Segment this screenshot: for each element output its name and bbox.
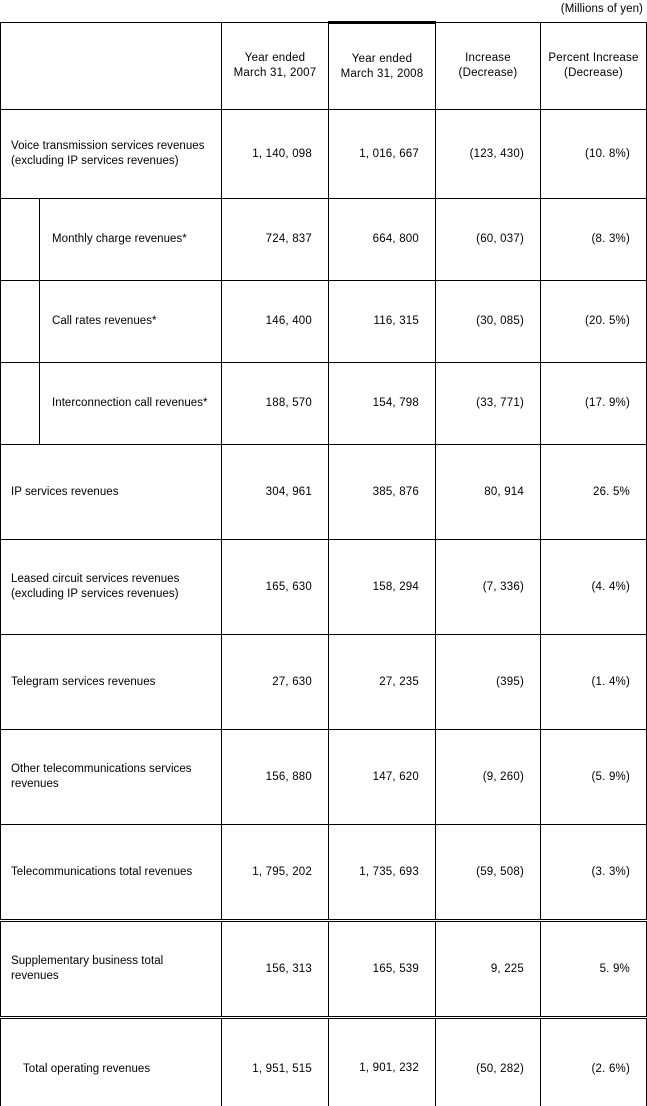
cell-value: (7, 336)	[482, 580, 524, 593]
cell-y2007	[222, 635, 329, 730]
row-label-line2: revenues	[11, 970, 59, 982]
row-label-line1: Telecommunications total revenues	[11, 865, 193, 878]
cell-percent	[541, 445, 647, 540]
row-label-interconnection	[40, 363, 222, 445]
cell-y2008	[329, 921, 436, 1018]
cell-value: 156, 313	[265, 962, 312, 975]
cell-change	[436, 635, 541, 730]
cell-value: 26. 5%	[592, 485, 630, 498]
cell-y2007	[222, 1018, 329, 1106]
cell-change	[436, 199, 541, 281]
cell-y2008	[329, 445, 436, 540]
cell-value: 5. 9%	[599, 962, 630, 975]
cell-change	[436, 540, 541, 635]
table-row	[1, 540, 647, 635]
header-cell-percent	[541, 23, 647, 110]
cell-percent	[541, 1018, 647, 1106]
cell-value: (50, 282)	[476, 1062, 524, 1075]
cell-y2007	[222, 825, 329, 921]
cell-value: (60, 037)	[476, 233, 524, 245]
row-label-voice-transmission	[1, 110, 222, 199]
cell-value: 158, 294	[372, 580, 419, 593]
cell-value: (33, 771)	[476, 397, 524, 409]
table-header-row	[1, 23, 647, 110]
row-label-other-telecom	[1, 730, 222, 825]
cell-percent	[541, 921, 647, 1018]
cell-value: 664, 800	[372, 233, 419, 245]
cell-value: (5. 9%)	[591, 770, 630, 783]
row-label-line1: IP services revenues	[11, 485, 119, 498]
cell-y2007	[222, 199, 329, 281]
cell-y2008	[329, 635, 436, 730]
row-label-leased-circuit	[1, 540, 222, 635]
header-cell-increase	[436, 23, 541, 110]
cell-percent	[541, 825, 647, 921]
operating-revenues-table	[0, 21, 647, 1106]
cell-y2007	[222, 730, 329, 825]
header-percent-line2: (Decrease)	[564, 67, 623, 79]
cell-change	[436, 1018, 541, 1106]
cell-value: 1, 795, 202	[252, 865, 312, 878]
cell-value: 27, 235	[379, 675, 419, 688]
cell-change	[436, 363, 541, 445]
row-label-line1: Other telecommunications services	[11, 763, 192, 775]
header-year-2008-line1: Year ended	[351, 52, 413, 65]
row-label-line1: Interconnection call revenues*	[52, 397, 208, 409]
cell-value: 165, 630	[265, 580, 312, 593]
table-row	[1, 110, 647, 199]
indent-spacer	[1, 363, 40, 445]
cell-percent	[541, 540, 647, 635]
cell-y2007	[222, 540, 329, 635]
cell-change	[436, 921, 541, 1018]
header-increase-line2: (Decrease)	[458, 67, 518, 79]
row-label-telecom-total	[1, 825, 222, 921]
header-year-2007-line1: Year ended	[244, 52, 306, 64]
table-row	[1, 281, 647, 363]
header-year-2008-line2: March 31, 2008	[340, 67, 424, 80]
cell-value: (30, 085)	[476, 315, 524, 327]
cell-y2008	[329, 281, 436, 363]
cell-value: (8. 3%)	[591, 233, 630, 245]
cell-value: (1. 4%)	[591, 675, 630, 688]
table-row	[1, 635, 647, 730]
cell-percent	[541, 199, 647, 281]
header-cell-year-2007	[222, 23, 329, 110]
row-label-ip-services	[1, 445, 222, 540]
cell-y2008	[329, 825, 436, 921]
row-label-telegram	[1, 635, 222, 730]
cell-percent	[541, 363, 647, 445]
cell-value: 188, 570	[265, 397, 312, 409]
cell-change	[436, 445, 541, 540]
financial-table-container	[0, 21, 646, 1106]
header-year-2007-line2: March 31, 2007	[233, 67, 317, 79]
row-label-line1: Voice transmission services revenues	[11, 140, 205, 152]
table-row	[1, 199, 647, 281]
cell-y2008	[329, 363, 436, 445]
cell-value: 1, 140, 098	[252, 147, 312, 160]
table-row	[1, 363, 647, 445]
cell-value: (10. 8%)	[584, 147, 630, 160]
cell-y2008	[329, 199, 436, 281]
table-row	[1, 825, 647, 921]
cell-value: 156, 880	[265, 770, 312, 783]
row-label-monthly-charge	[40, 199, 222, 281]
cell-value: 385, 876	[372, 485, 419, 498]
cell-value: (17. 9%)	[584, 397, 630, 409]
cell-value: 724, 837	[265, 233, 312, 245]
cell-value: (123, 430)	[469, 147, 524, 160]
cell-change	[436, 825, 541, 921]
cell-value: 154, 798	[372, 397, 419, 409]
cell-value: (4. 4%)	[591, 580, 630, 593]
row-label-line1: Monthly charge revenues*	[52, 233, 187, 245]
cell-value: (395)	[496, 675, 524, 688]
row-label-line1: Leased circuit services revenues	[11, 573, 180, 585]
cell-value: 1, 901, 232	[359, 1062, 419, 1074]
cell-value: 27, 630	[272, 675, 312, 688]
row-label-supplementary-total	[1, 921, 222, 1018]
row-label-line1: Telegram services revenues	[11, 675, 156, 688]
cell-value: 1, 735, 693	[359, 865, 419, 878]
cell-y2007	[222, 281, 329, 363]
table-row	[1, 1018, 647, 1106]
cell-y2008	[329, 1018, 436, 1106]
row-label-total-operating	[1, 1018, 222, 1106]
header-cell-year-2008	[329, 23, 436, 110]
cell-value: 9, 225	[490, 962, 524, 975]
cell-y2008	[329, 730, 436, 825]
cell-y2008	[329, 540, 436, 635]
row-label-call-rates	[40, 281, 222, 363]
cell-value: (3. 3%)	[591, 865, 630, 878]
row-label-line2: revenues	[11, 778, 59, 790]
header-increase-line1: Increase	[465, 52, 511, 64]
row-label-line1: Supplementary business total	[11, 955, 164, 967]
indent-spacer	[1, 199, 40, 281]
indent-spacer	[1, 281, 40, 363]
cell-value: (2. 6%)	[591, 1062, 630, 1075]
cell-y2007	[222, 363, 329, 445]
cell-value: 146, 400	[265, 315, 312, 327]
table-row	[1, 445, 647, 540]
table-row	[1, 730, 647, 825]
cell-value: (9, 260)	[482, 770, 524, 783]
cell-percent	[541, 635, 647, 730]
cell-change	[436, 110, 541, 199]
table-row	[1, 921, 647, 1018]
cell-percent	[541, 110, 647, 199]
cell-value: 165, 539	[372, 962, 419, 975]
cell-change	[436, 281, 541, 363]
cell-y2007	[222, 110, 329, 199]
row-label-line2: (excluding IP services revenues)	[11, 588, 179, 600]
header-percent-line1: Percent Increase	[548, 52, 639, 64]
cell-y2007	[222, 921, 329, 1018]
cell-y2007	[222, 445, 329, 540]
cell-percent	[541, 730, 647, 825]
cell-value: 147, 620	[372, 770, 419, 783]
cell-value: 304, 961	[265, 485, 312, 498]
cell-value: 1, 016, 667	[359, 147, 419, 160]
cell-value: 80, 914	[484, 485, 524, 498]
cell-value: 116, 315	[373, 315, 419, 327]
cell-value: (59, 508)	[476, 865, 524, 878]
header-cell-blank	[1, 23, 222, 110]
row-label-line2: (excluding IP services revenues)	[11, 155, 179, 167]
units-caption: (Millions of yen)	[560, 3, 643, 15]
cell-change	[436, 730, 541, 825]
cell-value: 1, 951, 515	[252, 1062, 312, 1075]
cell-y2008	[329, 110, 436, 199]
cell-value: (20. 5%)	[584, 315, 630, 327]
row-label-line1: Total operating revenues	[23, 1062, 151, 1075]
row-label-line1: Call rates revenues*	[52, 315, 157, 327]
cell-percent	[541, 281, 647, 363]
